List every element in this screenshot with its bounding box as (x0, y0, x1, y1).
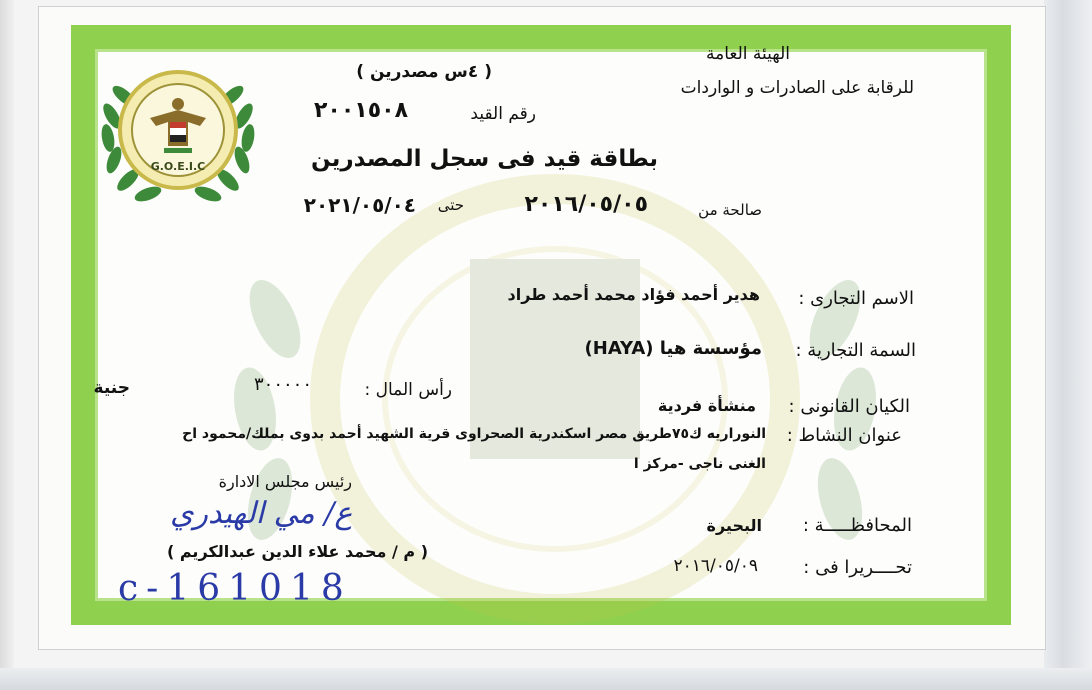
governorate-label: المحافظـــــة : (802, 515, 912, 536)
valid-from-label: صالحة من (698, 201, 762, 219)
legal-entity-value: منشأة فردية (657, 396, 756, 415)
issued-date: ٢٠١٦/٠٥/٠٩ (673, 556, 758, 576)
capital-label: رأس المال : (364, 380, 452, 400)
address-value-line-1: النوراريه ك٧٥طريق مصر اسكندرية الصحراوى قرية الشهيد أحمد بدوى بملك/محمود اح (182, 426, 766, 442)
authority-line-1: الهيئة العامة (705, 44, 790, 64)
authority-line-2: للرقابة على الصادرات و الواردات (680, 78, 914, 98)
capital-value: ٣٠٠٠٠٠ (253, 374, 312, 395)
valid-from-date: ٢٠١٦/٠٥/٠٥ (524, 192, 648, 217)
capital-unit: جنية (93, 378, 130, 398)
trade-name-value: هدير أحمد فؤاد محمد أحمد طراد (507, 285, 760, 304)
card-title: بطاقة قيد فى سجل المصدرين (311, 146, 658, 172)
valid-to-label: حتى (437, 196, 464, 214)
address-value-line-2: الغنى ناجى -مركز ا (633, 456, 766, 472)
business-name-label: السمة التجارية : (795, 340, 916, 361)
valid-to-date: ٢٠٢١/٠٥/٠٤ (303, 193, 416, 217)
issued-label: تحــــريرا فى : (803, 557, 912, 578)
logo-text: G.O.E.I.C (150, 160, 206, 173)
business-name-value: مؤسسة هيا (HAYA) (584, 338, 762, 359)
sleeve-bottom-edge (0, 668, 1092, 690)
registration-number: ٢٠٠١٥٠٨ (314, 98, 408, 123)
signature-title: رئيس مجلس الادارة (218, 472, 352, 491)
address-label: عنوان النشاط : (786, 425, 902, 446)
goeic-logo (98, 56, 258, 206)
legal-entity-label: الكيان القانونى : (788, 396, 910, 417)
governorate-value: البحيرة (706, 516, 762, 535)
registration-label: رقم القيد (470, 104, 536, 124)
trade-name-label: الاسم التجارى : (798, 288, 914, 309)
sleeve-left-edge (0, 0, 14, 690)
sleeve-right-edge (1044, 0, 1092, 690)
category-label: ( ٤س مصدرين ) (356, 62, 492, 82)
signatory-name: ( م / محمد علاء الدين عبدالكريم ) (167, 542, 428, 561)
handwritten-number: c-161018 (118, 568, 352, 609)
handwritten-signature: ع/ مي الهيدري (170, 496, 353, 531)
